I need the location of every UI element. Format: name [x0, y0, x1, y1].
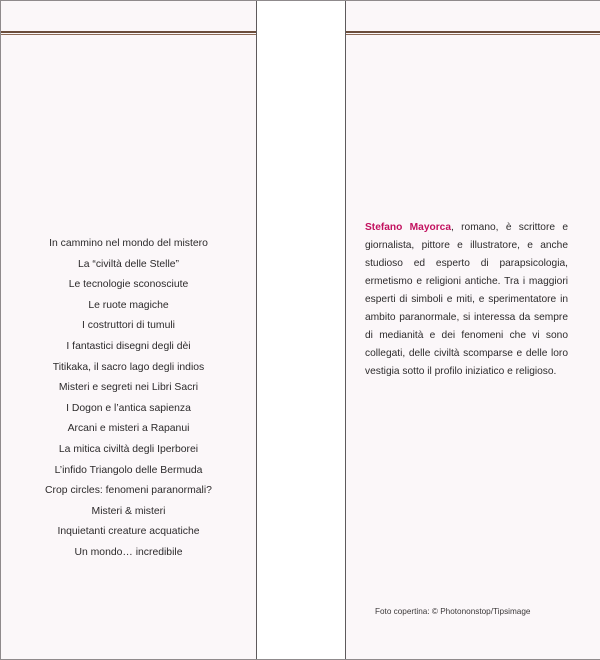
- contents-item: In cammino nel mondo del mistero: [49, 238, 208, 249]
- contents-item: I Dogon e l’antica sapienza: [66, 402, 191, 414]
- contents-item: I costruttori di tumuli: [82, 320, 175, 332]
- right-decorative-rule: [346, 31, 600, 35]
- contents-item: Le ruote magiche: [88, 299, 169, 311]
- contents-item: Misteri e segreti nei Libri Sacri: [58, 382, 199, 394]
- contents-item: Titikaka, il sacro lago degli indios: [52, 361, 205, 373]
- author-name: Stefano Mayorca: [365, 222, 451, 233]
- contents-item: Misteri & misteri: [91, 505, 166, 517]
- biography-text: , romano, è scrittore e giornalista, pittore e illustratore, e anche studioso ed esperto di parapsicologia, ermetismo e religioni antiche. Tra i maggiori esperti di simboli e miti, e sperimentatore in ambito paranormale, si interessa da sempre di medianità e dei fenomeni che vi sono collegati, delle civiltà scomparse e delle loro vestigia sotto il profilo iniziatico e religioso.: [365, 222, 568, 377]
- contents-list: [1, 234, 256, 564]
- contents-item: Inquietanti creature acquatiche: [57, 526, 200, 538]
- contents-item: I fantastici disegni degli dèi: [66, 340, 191, 352]
- contents-item: Le tecnologie sconosciute: [68, 279, 189, 291]
- spine-gap-panel: [256, 1, 345, 659]
- fold-line-left: [256, 1, 257, 659]
- author-biography: [365, 219, 568, 381]
- contents-item: Arcani e misteri a Rapanui: [67, 423, 190, 435]
- fold-line-right: [345, 1, 346, 659]
- photo-credit: Foto copertina: © Photononstop/Tipsimage: [375, 607, 531, 616]
- contents-item: La “civiltà delle Stelle”: [77, 258, 180, 270]
- contents-item: Un mondo… incredibile: [74, 546, 183, 558]
- contents-item: La mitica civiltà degli Iperborei: [58, 443, 199, 455]
- left-decorative-rule: [1, 31, 256, 35]
- contents-item: L’infido Triangolo delle Bermuda: [54, 464, 203, 476]
- contents-item: Crop circles: fenomeni paranormali?: [45, 485, 212, 497]
